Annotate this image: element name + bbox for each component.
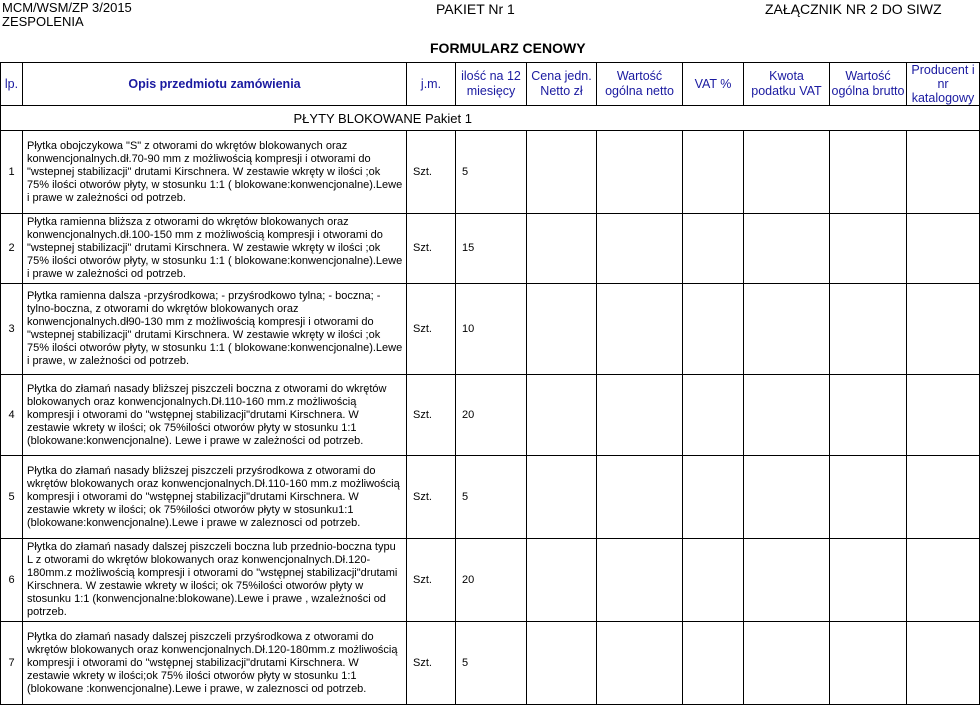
row-producer xyxy=(907,284,980,375)
row-vat xyxy=(683,456,744,539)
row-producer xyxy=(907,539,980,622)
row-unit: Szt. xyxy=(407,539,456,622)
row-unit: Szt. xyxy=(407,131,456,214)
row-producer xyxy=(907,131,980,214)
section-row xyxy=(1,106,980,131)
row-unit-price xyxy=(527,284,597,375)
row-description: Płytka do złamań nasady bliższej piszczeli przyśrodkowa z otworami do wkrętów blokowanych oraz konwencjonalnych.Dł.110-160 mm.z możliwością kompresji i otworami do "wstępnej stabilizacji"drutami Kirschnera. W zestawie wkrety w ilości; ok 75%ilości otworów płyty w stosunku1:1 (blokowane:konwencjonalne).Lewe i prawe w zaleznosci od potrzeb. xyxy=(23,456,407,539)
row-gross-value xyxy=(830,539,907,622)
row-vat xyxy=(683,214,744,284)
row-unit: Szt. xyxy=(407,284,456,375)
row-lp: 5 xyxy=(1,456,23,539)
row-description: Płytka do złamań nasady bliższej piszczeli boczna z otworami do wkrętów blokowanych oraz konwencjonalnych.Dł.110-160 mm.z możliwością kompresji i otworami do "wstępnej stabilizacji"drutami Kirschnera. W zestawie wkrety w ilości; ok 75%ilości otworów płyty w stosunku 1:1 (blokowane:konwencjonalne). Lewe i prawe w zależności od potrzeb. xyxy=(23,375,407,456)
row-producer xyxy=(907,214,980,284)
row-net-value xyxy=(597,214,683,284)
row-lp: 7 xyxy=(1,622,23,705)
package-label: PAKIET Nr 1 xyxy=(436,1,515,17)
row-unit-price xyxy=(527,539,597,622)
row-vat-amount xyxy=(744,622,830,705)
row-description: Płytka ramienna bliższa z otworami do wkrętów blokowanych oraz konwencjonalnych.dł.100-150 mm z możliwością kompresji i otworami do "wstepnej stabilizacji" drutami Kirschnera. W zestawie wkręty w ilości ;ok 75% ilości otworów płyty, w stosunku 1:1 ( blokowane:konwencjonalne).Lewe i prawe w zależności od potrzeb. xyxy=(23,214,407,284)
section-title: PŁYTY BLOKOWANE Pakiet 1 xyxy=(456,106,744,131)
row-lp: 4 xyxy=(1,375,23,456)
row-unit-price xyxy=(527,456,597,539)
row-unit-price xyxy=(527,622,597,705)
table-row xyxy=(1,284,980,375)
col-wartosc-netto: Wartość ogólna netto xyxy=(597,63,683,106)
row-lp: 1 xyxy=(1,131,23,214)
row-unit-price xyxy=(527,214,597,284)
row-vat-amount xyxy=(744,539,830,622)
row-unit: Szt. xyxy=(407,214,456,284)
row-producer xyxy=(907,456,980,539)
row-gross-value xyxy=(830,131,907,214)
row-quantity: 20 xyxy=(456,375,527,456)
row-net-value xyxy=(597,375,683,456)
row-producer xyxy=(907,622,980,705)
row-quantity: 5 xyxy=(456,622,527,705)
row-producer xyxy=(907,375,980,456)
col-lp: lp. xyxy=(1,63,23,106)
row-gross-value xyxy=(830,214,907,284)
row-gross-value xyxy=(830,456,907,539)
row-vat xyxy=(683,375,744,456)
row-vat-amount xyxy=(744,131,830,214)
row-unit-price xyxy=(527,375,597,456)
price-table xyxy=(0,62,980,705)
row-net-value xyxy=(597,131,683,214)
row-unit: Szt. xyxy=(407,456,456,539)
row-lp: 3 xyxy=(1,284,23,375)
row-net-value xyxy=(597,456,683,539)
col-vat: VAT % xyxy=(683,63,744,106)
row-vat xyxy=(683,284,744,375)
row-description: Płytka ramienna dalsza -przyśrodkowa; - przyśrodkowo tylna; - boczna; - tylno-boczna, z otworami do wkrętów blokowanych oraz konwencjonalnych.dł90-130 mm z możliwością kompresji i otworami do "wstepnej stabilizacji" drutami Kirschnera. W zestawie wkręty w ilości ;ok 75% ilości otworów płyty, w stosunku 1:1 ( blokowane:konwencjonalne).Lewe i prawe, w zależności od potrzeb. xyxy=(23,284,407,375)
document-subtitle: ZESPOLENIA xyxy=(2,14,84,29)
row-unit-price xyxy=(527,131,597,214)
row-gross-value xyxy=(830,622,907,705)
row-vat-amount xyxy=(744,284,830,375)
row-description: Płytka do złamań nasady dalszej piszczeli boczna lub przednio-boczna typu L z otworami do wkrętów blokowanych oraz konwencjonalnych.Dł.120-180mm.z możliwością kompresji i otworami do "wstępnej stabilizacji"drutami Kirschnera. W zestawie wkrety w ilości; ok 75%ilości otworów płyty w stosunku 1:1 (konwencjonalne:blokowane).Lewe i prawe , wzależności od potrzeb. xyxy=(23,539,407,622)
row-net-value xyxy=(597,284,683,375)
row-gross-value xyxy=(830,375,907,456)
row-lp: 6 xyxy=(1,539,23,622)
table-row xyxy=(1,539,980,622)
row-unit: Szt. xyxy=(407,622,456,705)
row-vat xyxy=(683,539,744,622)
row-lp: 2 xyxy=(1,214,23,284)
col-wartosc-brutto: Wartość ogólna brutto xyxy=(830,63,907,106)
table-row xyxy=(1,214,980,284)
col-producent: Producent i nr katalogowy xyxy=(907,63,980,106)
row-vat xyxy=(683,622,744,705)
row-quantity: 5 xyxy=(456,456,527,539)
row-vat-amount xyxy=(744,214,830,284)
form-title: FORMULARZ CENOWY xyxy=(430,40,586,56)
row-description: Płytka obojczykowa "S" z otworami do wkrętów blokowanych oraz konwencjonalnych.dł.70-90 mm z możliwością kompresji i otworami do "wstepnej stabilizacji" drutami Kirschnera. W zestawie wkręty w ilości ;ok 75% ilości otworów płyty, w stosunku 1:1 ( blokowane:konwencjonalne).Lewe i prawe w zależności od potrzeb. xyxy=(23,131,407,214)
col-cena: Cena jedn. Netto zł xyxy=(527,63,597,106)
row-description: Płytka do złamań nasady dalszej piszczeli przyśrodkowa z otworami do wkrętów blokowanych oraz konwencjonalnych.Dł.120-180mm.z możliwością kompresji i otworami do "wstępnej stabilizacji"drutami Kirschnera. W zestawie wkrety w ilości;ok 75% ilości otworów płyty w stosunku 1:1 (blokowane :konwencjonalne).Lewe i prawe, w zaleznosci od potrzeb. xyxy=(23,622,407,705)
row-gross-value xyxy=(830,284,907,375)
col-ilosc: ilość na 12 miesięcy xyxy=(456,63,527,106)
col-jm: j.m. xyxy=(407,63,456,106)
row-net-value xyxy=(597,622,683,705)
table-row xyxy=(1,622,980,705)
col-kwota-vat: Kwota podatku VAT xyxy=(744,63,830,106)
table-row xyxy=(1,456,980,539)
row-quantity: 15 xyxy=(456,214,527,284)
attachment-label: ZAŁĄCZNIK NR 2 DO SIWZ xyxy=(765,1,942,17)
row-quantity: 5 xyxy=(456,131,527,214)
row-net-value xyxy=(597,539,683,622)
row-quantity: 10 xyxy=(456,284,527,375)
table-row xyxy=(1,131,980,214)
document-ref: MCM/WSM/ZP 3/2015 xyxy=(2,0,132,15)
row-unit: Szt. xyxy=(407,375,456,456)
row-vat-amount xyxy=(744,375,830,456)
row-quantity: 20 xyxy=(456,539,527,622)
row-vat xyxy=(683,131,744,214)
row-vat-amount xyxy=(744,456,830,539)
table-row xyxy=(1,375,980,456)
table-header xyxy=(1,63,980,106)
col-opis: Opis przedmiotu zamówienia xyxy=(23,63,407,106)
